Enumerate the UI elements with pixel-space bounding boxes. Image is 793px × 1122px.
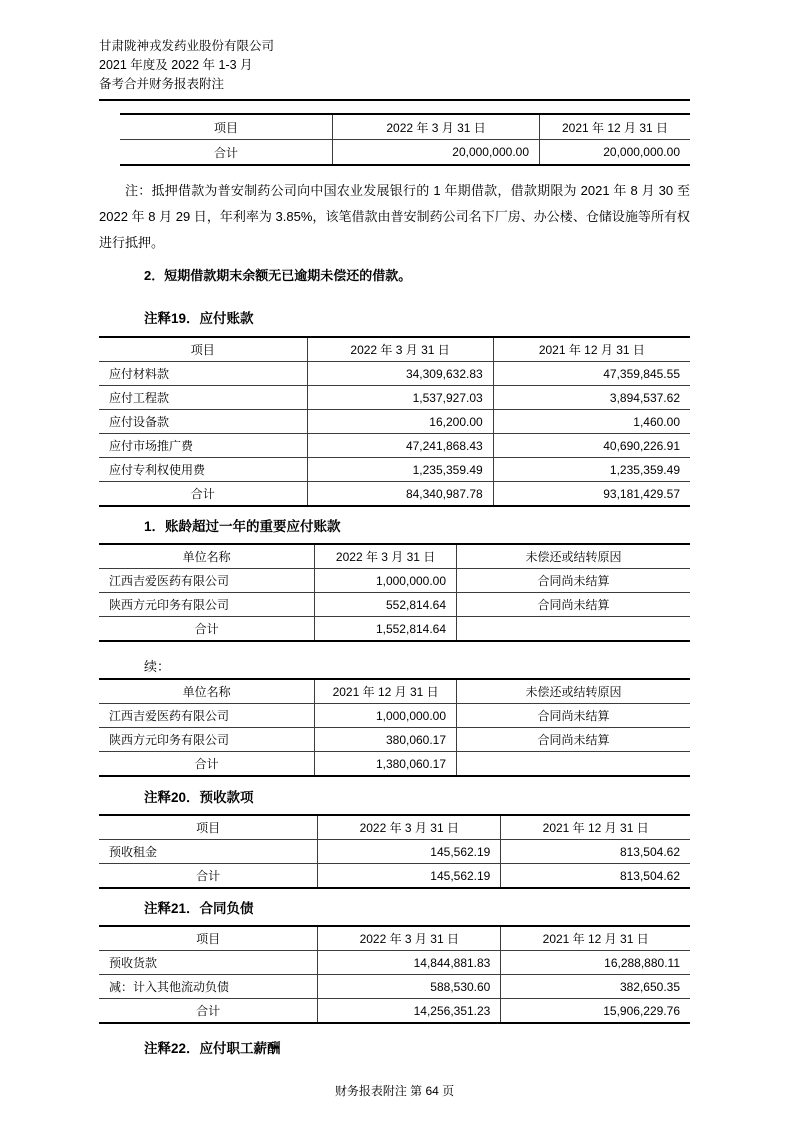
table-row (99, 975, 690, 999)
report-title: 备考合并财务报表附注 (99, 77, 225, 91)
cell-amount-2022: 145,562.19 (318, 840, 501, 864)
cell-amount: 552,814.64 (315, 593, 457, 617)
header-item: 项目 (99, 337, 307, 362)
continuation-label: 续： (144, 659, 171, 674)
cell-amount-2022: 16,200.00 (307, 410, 493, 434)
cell-item-label: 应付工程款 (99, 386, 307, 410)
header-item: 项目 (99, 815, 318, 840)
cell-amount-2022: 84,340,987.78 (307, 482, 493, 507)
report-period: 2021 年度及 2022 年 1-3 月 (99, 58, 253, 72)
table-contract-liabilities (99, 925, 690, 1024)
cell-item-label: 应付设备款 (99, 410, 307, 434)
cell-amount-2022: 47,241,868.43 (307, 434, 493, 458)
header-item: 项目 (120, 114, 333, 140)
total-row (99, 864, 690, 889)
section-title-note21: 注释21．合同负债 (144, 901, 254, 916)
cell-amount: 380,060.17 (315, 728, 457, 752)
table-header-row (99, 926, 690, 951)
cell-total-label: 合计 (196, 869, 221, 883)
cell-item-label: 预收货款 (99, 951, 318, 975)
header-date-2021: 2021 年 12 月 31 日 (315, 679, 457, 704)
cell-reason: 合同尚未结算 (457, 593, 690, 617)
section-title-note20: 注释20．预收款项 (144, 790, 254, 805)
cell-item-label: 应付专利权使用费 (99, 458, 307, 482)
page-content (99, 0, 690, 1099)
cell-company: 陕西方元印务有限公司 (99, 593, 315, 617)
table-advance-receipts (99, 814, 690, 889)
header-item: 项目 (99, 926, 318, 951)
cell-amount-2021: 382,650.35 (501, 975, 690, 999)
company-name: 甘肃陇神戎发药业股份有限公司 (99, 39, 275, 53)
header-date-2022: 2022 年 3 月 31 日 (318, 926, 501, 951)
cell-amount: 1,552,814.64 (315, 617, 457, 642)
cell-amount-2022: 1,537,927.03 (307, 386, 493, 410)
cell-total-label: 合计 (190, 487, 215, 501)
mortgage-note-paragraph: 注：抵押借款为普安制药公司向中国农业发展银行的 1 年期借款，借款期限为 2021 年 8 月 30 至 2022 年 8 月 29 日，年利率为 3.85%，该笔借款由普安制药公司名下厂房、办公楼、仓储设施等所有权进行抵押。 (99, 183, 690, 250)
cell-amount-2022: 588,530.60 (318, 975, 501, 999)
cell-amount-2021: 93,181,429.57 (493, 482, 690, 507)
cell-total-label: 合计 (214, 145, 239, 160)
cell-reason: 合同尚未结算 (457, 704, 690, 728)
table-header-row (99, 337, 690, 362)
table-header-row (99, 815, 690, 840)
cell-amount: 1,380,060.17 (315, 752, 457, 777)
section-title-aging: 1．账龄超过一年的重要应付账款 (144, 519, 341, 534)
header-date-2021: 2021 年 12 月 31 日 (501, 815, 690, 840)
cell-amount-2022: 14,256,351.23 (318, 999, 501, 1024)
item-2-no-overdue: 2．短期借款期末余额无已逾期未偿还的借款。 (144, 268, 412, 283)
header-date-2021: 2021 年 12 月 31 日 (540, 114, 690, 140)
cell-amount-2021: 40,690,226.91 (493, 434, 690, 458)
header-date-2022: 2022 年 3 月 31 日 (315, 544, 457, 569)
table-row (99, 593, 690, 617)
cell-amount: 1,000,000.00 (315, 704, 457, 728)
header-reason: 未偿还或结转原因 (457, 544, 690, 569)
cell-company: 江西吉爱医药有限公司 (99, 569, 315, 593)
table-row (99, 362, 690, 386)
cell-reason (457, 752, 690, 777)
cell-item-label: 减：计入其他流动负债 (99, 975, 318, 999)
cell-reason (457, 617, 690, 642)
cell-amount-2021: 3,894,537.62 (493, 386, 690, 410)
cell-amount-2022: 20,000,000.00 (333, 140, 540, 166)
table-aging-2021 (99, 678, 690, 777)
cell-total-label: 合计 (196, 1004, 221, 1018)
table-header-row (99, 679, 690, 704)
cell-total-label: 合计 (194, 622, 219, 636)
table-header-row (120, 114, 690, 140)
header-date-2022: 2022 年 3 月 31 日 (333, 114, 540, 140)
cell-amount-2022: 145,562.19 (318, 864, 501, 889)
header-date-2021: 2021 年 12 月 31 日 (501, 926, 690, 951)
cell-item-label: 应付市场推广费 (99, 434, 307, 458)
table-short-term-loans-total (120, 113, 690, 166)
cell-item-label: 预收租金 (99, 840, 318, 864)
table-row (99, 569, 690, 593)
header-reason: 未偿还或结转原因 (457, 679, 690, 704)
cell-amount-2021: 1,460.00 (493, 410, 690, 434)
cell-amount-2021: 1,235,359.49 (493, 458, 690, 482)
header-company: 单位名称 (99, 544, 315, 569)
cell-company: 江西吉爱医药有限公司 (99, 704, 315, 728)
header-date-2022: 2022 年 3 月 31 日 (307, 337, 493, 362)
table-row (99, 458, 690, 482)
total-row (99, 752, 690, 777)
table-row (99, 840, 690, 864)
page-footer: 财务报表附注 第 64 页 (334, 1084, 455, 1098)
table-row (99, 434, 690, 458)
header-date-2022: 2022 年 3 月 31 日 (318, 815, 501, 840)
cell-amount-2021: 813,504.62 (501, 864, 690, 889)
cell-amount-2021: 15,906,229.76 (501, 999, 690, 1024)
total-row (99, 482, 690, 507)
cell-item-label: 应付材料款 (99, 362, 307, 386)
table-row (99, 728, 690, 752)
table-aging-2022 (99, 543, 690, 642)
table-row (99, 386, 690, 410)
table-row (99, 704, 690, 728)
cell-amount-2022: 14,844,881.83 (318, 951, 501, 975)
cell-amount: 1,000,000.00 (315, 569, 457, 593)
total-row (99, 999, 690, 1024)
cell-amount-2021: 20,000,000.00 (540, 140, 690, 166)
total-row (120, 140, 690, 166)
header-date-2021: 2021 年 12 月 31 日 (493, 337, 690, 362)
cell-amount-2022: 1,235,359.49 (307, 458, 493, 482)
table-row (99, 410, 690, 434)
cell-reason: 合同尚未结算 (457, 728, 690, 752)
document-header (99, 0, 690, 101)
cell-company: 陕西方元印务有限公司 (99, 728, 315, 752)
table-accounts-payable (99, 336, 690, 507)
table-header-row (99, 544, 690, 569)
table-row (99, 951, 690, 975)
cell-amount-2022: 34,309,632.83 (307, 362, 493, 386)
cell-amount-2021: 16,288,880.11 (501, 951, 690, 975)
cell-amount-2021: 47,359,845.55 (493, 362, 690, 386)
total-row (99, 617, 690, 642)
header-company: 单位名称 (99, 679, 315, 704)
cell-total-label: 合计 (194, 757, 219, 771)
section-title-note19: 注释19．应付账款 (144, 311, 254, 326)
cell-reason: 合同尚未结算 (457, 569, 690, 593)
section-title-note22: 注释22．应付职工薪酬 (144, 1041, 281, 1056)
cell-amount-2021: 813,504.62 (501, 840, 690, 864)
